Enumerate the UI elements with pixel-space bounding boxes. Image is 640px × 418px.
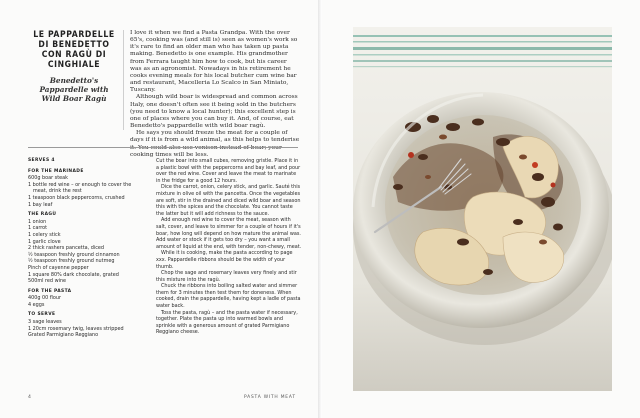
vertical-rule (123, 30, 124, 130)
intro-paragraph: I love it when we find a Pasta Grandpa. With the over 65's, cooking was (and still is) seen as women's work so it's rare to find an older man who has taken up pasta making. Benedetto is one example. His grandmother from Ferrara taught him how to cook, but his career was as an agronomist. Nowadays in his retirement he cooks evening meals for his local butcher cum wine bar and restaurant, Macelleria Lo Scalco in San Miniato, Tuscany. (130, 30, 298, 94)
ingredients-column (28, 158, 146, 339)
method-paragraph: Dice the carrot, onion, celery stick, and garlic. Sauté this mixture in olive oil with the pancetta. Once the vegetables are soft, stir in the drained and diced wild boar and season this with the spices and the chocolate. You cannot taste the latter but it will add richness to the sauce. (156, 184, 301, 217)
ingredient-group-heading: FOR THE PASTA (28, 288, 72, 294)
method-paragraph: While it is cooking, make the pasta according to page xxx. Pappardelle ribbons should be the width of your thumb. (156, 250, 293, 270)
ingredient-item: 1 teaspoon black peppercorns, crushed (28, 194, 125, 201)
intro-paragraph: He says you should freeze the meat for a couple of days if it is from a wild animal, as this helps to tenderise cooking times will be less. (130, 130, 300, 158)
recipe-title: LE PAPPARDELLE DI BENEDETTO CON RAGÙ DI CINGHIALE (33, 30, 115, 70)
method-column (156, 158, 302, 336)
ingredient-item: 2 thick rashers pancetta, diced (28, 245, 105, 252)
section-rule (28, 147, 298, 148)
method-paragraph: Chop the sage and rosemary leaves very finely and stir this mixture into the ragù. (156, 270, 297, 283)
method-paragraph: Chuck the ribbons into boiling salted water and simmer them for 3 minutes then test them for doneness. When cooked, drain the pappardelle, having kept a ladle of pasta water back. (156, 283, 301, 310)
gutter (318, 0, 322, 418)
ingredient-item: 1 bottle red wine – or enough to cover the meat, drink the rest (28, 181, 132, 195)
ingredient-item: 500ml red wine (28, 278, 67, 285)
ingredient-group-heading: THE RAGÙ (28, 212, 57, 218)
running-head: PASTA WITH MEAT (244, 395, 296, 400)
serves-label: SERVES 4 (28, 158, 55, 163)
ingredient-item: 1 onion (28, 218, 47, 225)
ingredient-group-heading: FOR THE MARINADE (28, 168, 84, 174)
ingredient-item: Pinch of cayenne pepper (28, 264, 89, 271)
method-paragraph: Cut the boar into small cubes, removing gristle. Place it in a plastic bowl with the peppercorns and bay leaf, and pour over the red wine. Cover and leave the meat to marinate in the fridge for a good 12 hours. (156, 158, 301, 184)
ingredient-item: 600g boar steak (28, 175, 68, 182)
pasta-plate-illustration (353, 27, 612, 391)
page-number: 4 (28, 395, 31, 400)
intro-text (130, 30, 300, 159)
ingredient-item: 1 garlic clove (28, 238, 61, 245)
intro-paragraph: Although wild boar is widespread and common across Italy, one doesn't often see it being sold in the butchers (you need to know a local hunter); this excellent step is one of places where you can buy it. And, of course, eat Benedetto's pappardelle with wild boar ragù. (130, 94, 298, 130)
ingredient-item: 1 20cm rosemary twig, leaves stripped (28, 325, 124, 332)
ingredient-item: Grated Parmigiano Reggiano (28, 332, 99, 339)
ingredient-item: 4 eggs (28, 301, 45, 308)
ingredient-item: ½ teaspoon freshly ground nutmeg (28, 258, 115, 265)
ingredient-item: ½ teaspoon freshly ground cinnamon (28, 251, 120, 258)
ingredient-item: 3 sage leaves (28, 319, 62, 326)
method-paragraph: Toss the pasta, ragù – and the pasta water if necessary, together. Plate the pasta up into warmed bowls and sprinkle with a generous amount of grated Parmigiano Reggiano cheese. (156, 309, 298, 336)
ingredient-item: 1 carrot (28, 225, 48, 232)
ingredient-item: 1 bay leaf (28, 201, 53, 208)
ingredient-item: 1 celery stick (28, 231, 61, 238)
ingredient-item: 1 square 80% dark chocolate, grated (28, 271, 119, 278)
ingredient-group-heading: TO SERVE (28, 312, 56, 318)
ingredient-item: 400g 00 flour (28, 295, 61, 302)
recipe-subtitle: Benedetto's Pappardelle with Wild Boar Ragù (39, 76, 109, 103)
food-photo (353, 27, 612, 391)
method-paragraph: Add enough red wine to cover the meat, season with salt, cover, and leave to simmer for a couple of hours if it's boar, how long will depend on how mature the animal was. Add water or stock if it gets too dry – you want a small amount of liquid at the end, with tender, non-chewy, meat. (156, 217, 302, 250)
recipe-title-block (30, 30, 118, 103)
